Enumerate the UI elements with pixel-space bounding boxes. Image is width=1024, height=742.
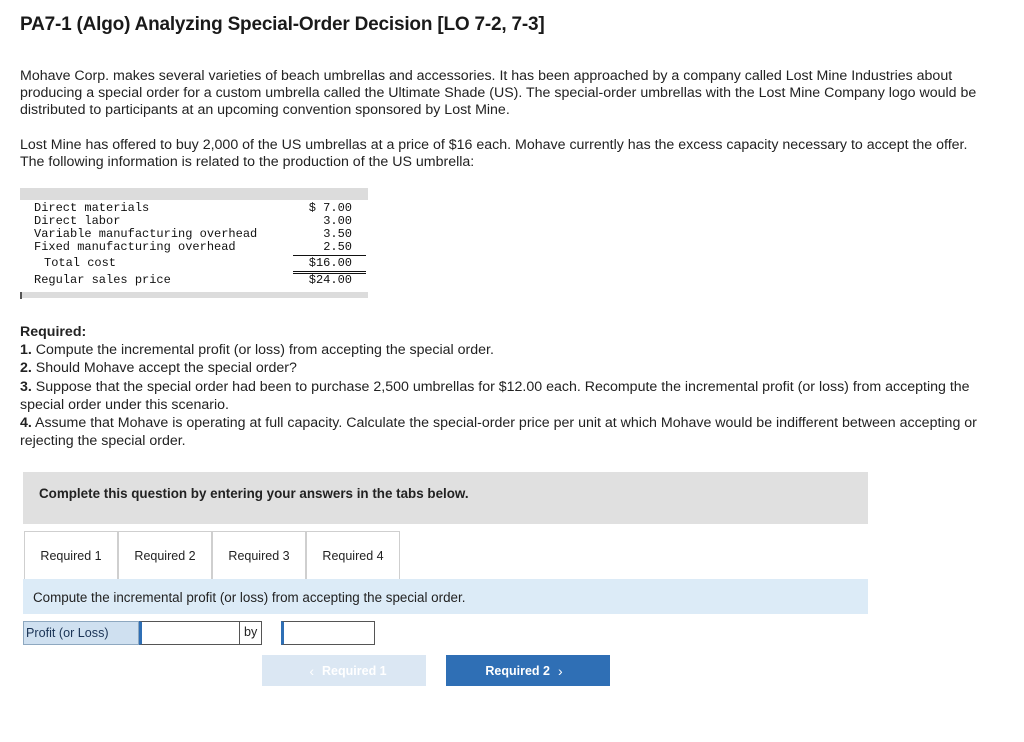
table-header-band [20, 188, 368, 200]
item-number: 3. [20, 378, 32, 395]
required-item [20, 359, 980, 377]
row-label: Direct labor [34, 214, 121, 228]
table-row-total [34, 257, 364, 270]
item-text: Suppose that the special order had been to purchase 2,500 umbrellas for $12.00 each. Recompute the incremental profit (or loss) from accepting the special order under this scenario. [20, 378, 970, 413]
row-value: 3.00 [323, 214, 352, 228]
profit-type-select[interactable] [281, 621, 375, 645]
offer-paragraph: Lost Mine has offered to buy 2,000 of the US umbrellas at a price of $16 each. Mohave currently has the excess capacity necessary to accept the offer. The following information is related to the production of the US umbrella: [20, 137, 968, 170]
required-section [20, 323, 980, 450]
row-value: 2.50 [323, 240, 352, 254]
tab-prompt-text: Compute the incremental profit (or loss) from accepting the special order. [33, 590, 466, 605]
row-value: $ 7.00 [308, 201, 352, 215]
item-number: 2. [20, 360, 32, 377]
prev-required-button[interactable] [262, 655, 426, 686]
item-text: Compute the incremental profit (or loss) from accepting the special order. [31, 342, 494, 359]
item-number: 4. [20, 415, 32, 432]
tab-required-4[interactable]: Required 4 [306, 531, 400, 579]
table-row [34, 274, 364, 287]
prev-button-label: Required 1 [322, 663, 387, 678]
tab-required-1[interactable]: Required 1 [24, 531, 118, 579]
cost-table [20, 188, 368, 299]
row-value: $24.00 [308, 273, 352, 287]
row-value: 3.50 [323, 227, 352, 241]
next-required-button[interactable] [446, 655, 610, 686]
table-footer-band [20, 292, 368, 298]
required-item [20, 414, 980, 450]
item-text: Assume that Mohave is operating at full capacity. Calculate the special-order price per unit at which Mohave would be indifferent between accepting or rejecting the special order. [20, 415, 977, 450]
chevron-left-icon: ‹ [309, 662, 315, 679]
required-item [20, 378, 980, 414]
chevron-right-icon: › [557, 662, 563, 679]
instruction-box [23, 472, 868, 524]
next-button-label: Required 2 [485, 663, 550, 678]
by-label: by [239, 621, 281, 645]
instruction-text: Complete this question by entering your answers in the tabs below. [39, 486, 469, 501]
tab-prompt-bar [23, 579, 868, 614]
item-number: 1. [20, 342, 32, 359]
required-item [20, 341, 980, 359]
table-row [34, 241, 364, 254]
row-label: Fixed manufacturing overhead [34, 240, 236, 254]
item-text: Should Mohave accept the special order? [31, 360, 297, 377]
total-double-underline [293, 271, 366, 272]
row-value: $16.00 [308, 256, 352, 270]
row-label: Variable manufacturing overhead [34, 227, 258, 241]
row-label: Total cost [44, 256, 117, 270]
profit-label: Profit (or Loss) [23, 621, 139, 645]
tab-required-3[interactable]: Required 3 [212, 531, 306, 579]
intro-paragraph: Mohave Corp. makes several varieties of beach umbrellas and accessories. It has been approached by a company called Lost Mine Industries about producing a special order for a custom umbrella called the Ultimate Shade (US). The special-order umbrellas with the Lost Mine Company logo would be distributed to participants at an upcoming convention sponsored by Lost Mine. [20, 68, 977, 118]
page-title: PA7-1 (Algo) Analyzing Special-Order Decision [LO 7-2, 7-3] [20, 14, 545, 35]
row-label: Regular sales price [34, 273, 171, 287]
required-heading: Required: [20, 324, 87, 340]
tab-required-2[interactable]: Required 2 [118, 531, 212, 579]
table-footer-tick [20, 292, 22, 299]
row-label: Direct materials [34, 201, 150, 215]
